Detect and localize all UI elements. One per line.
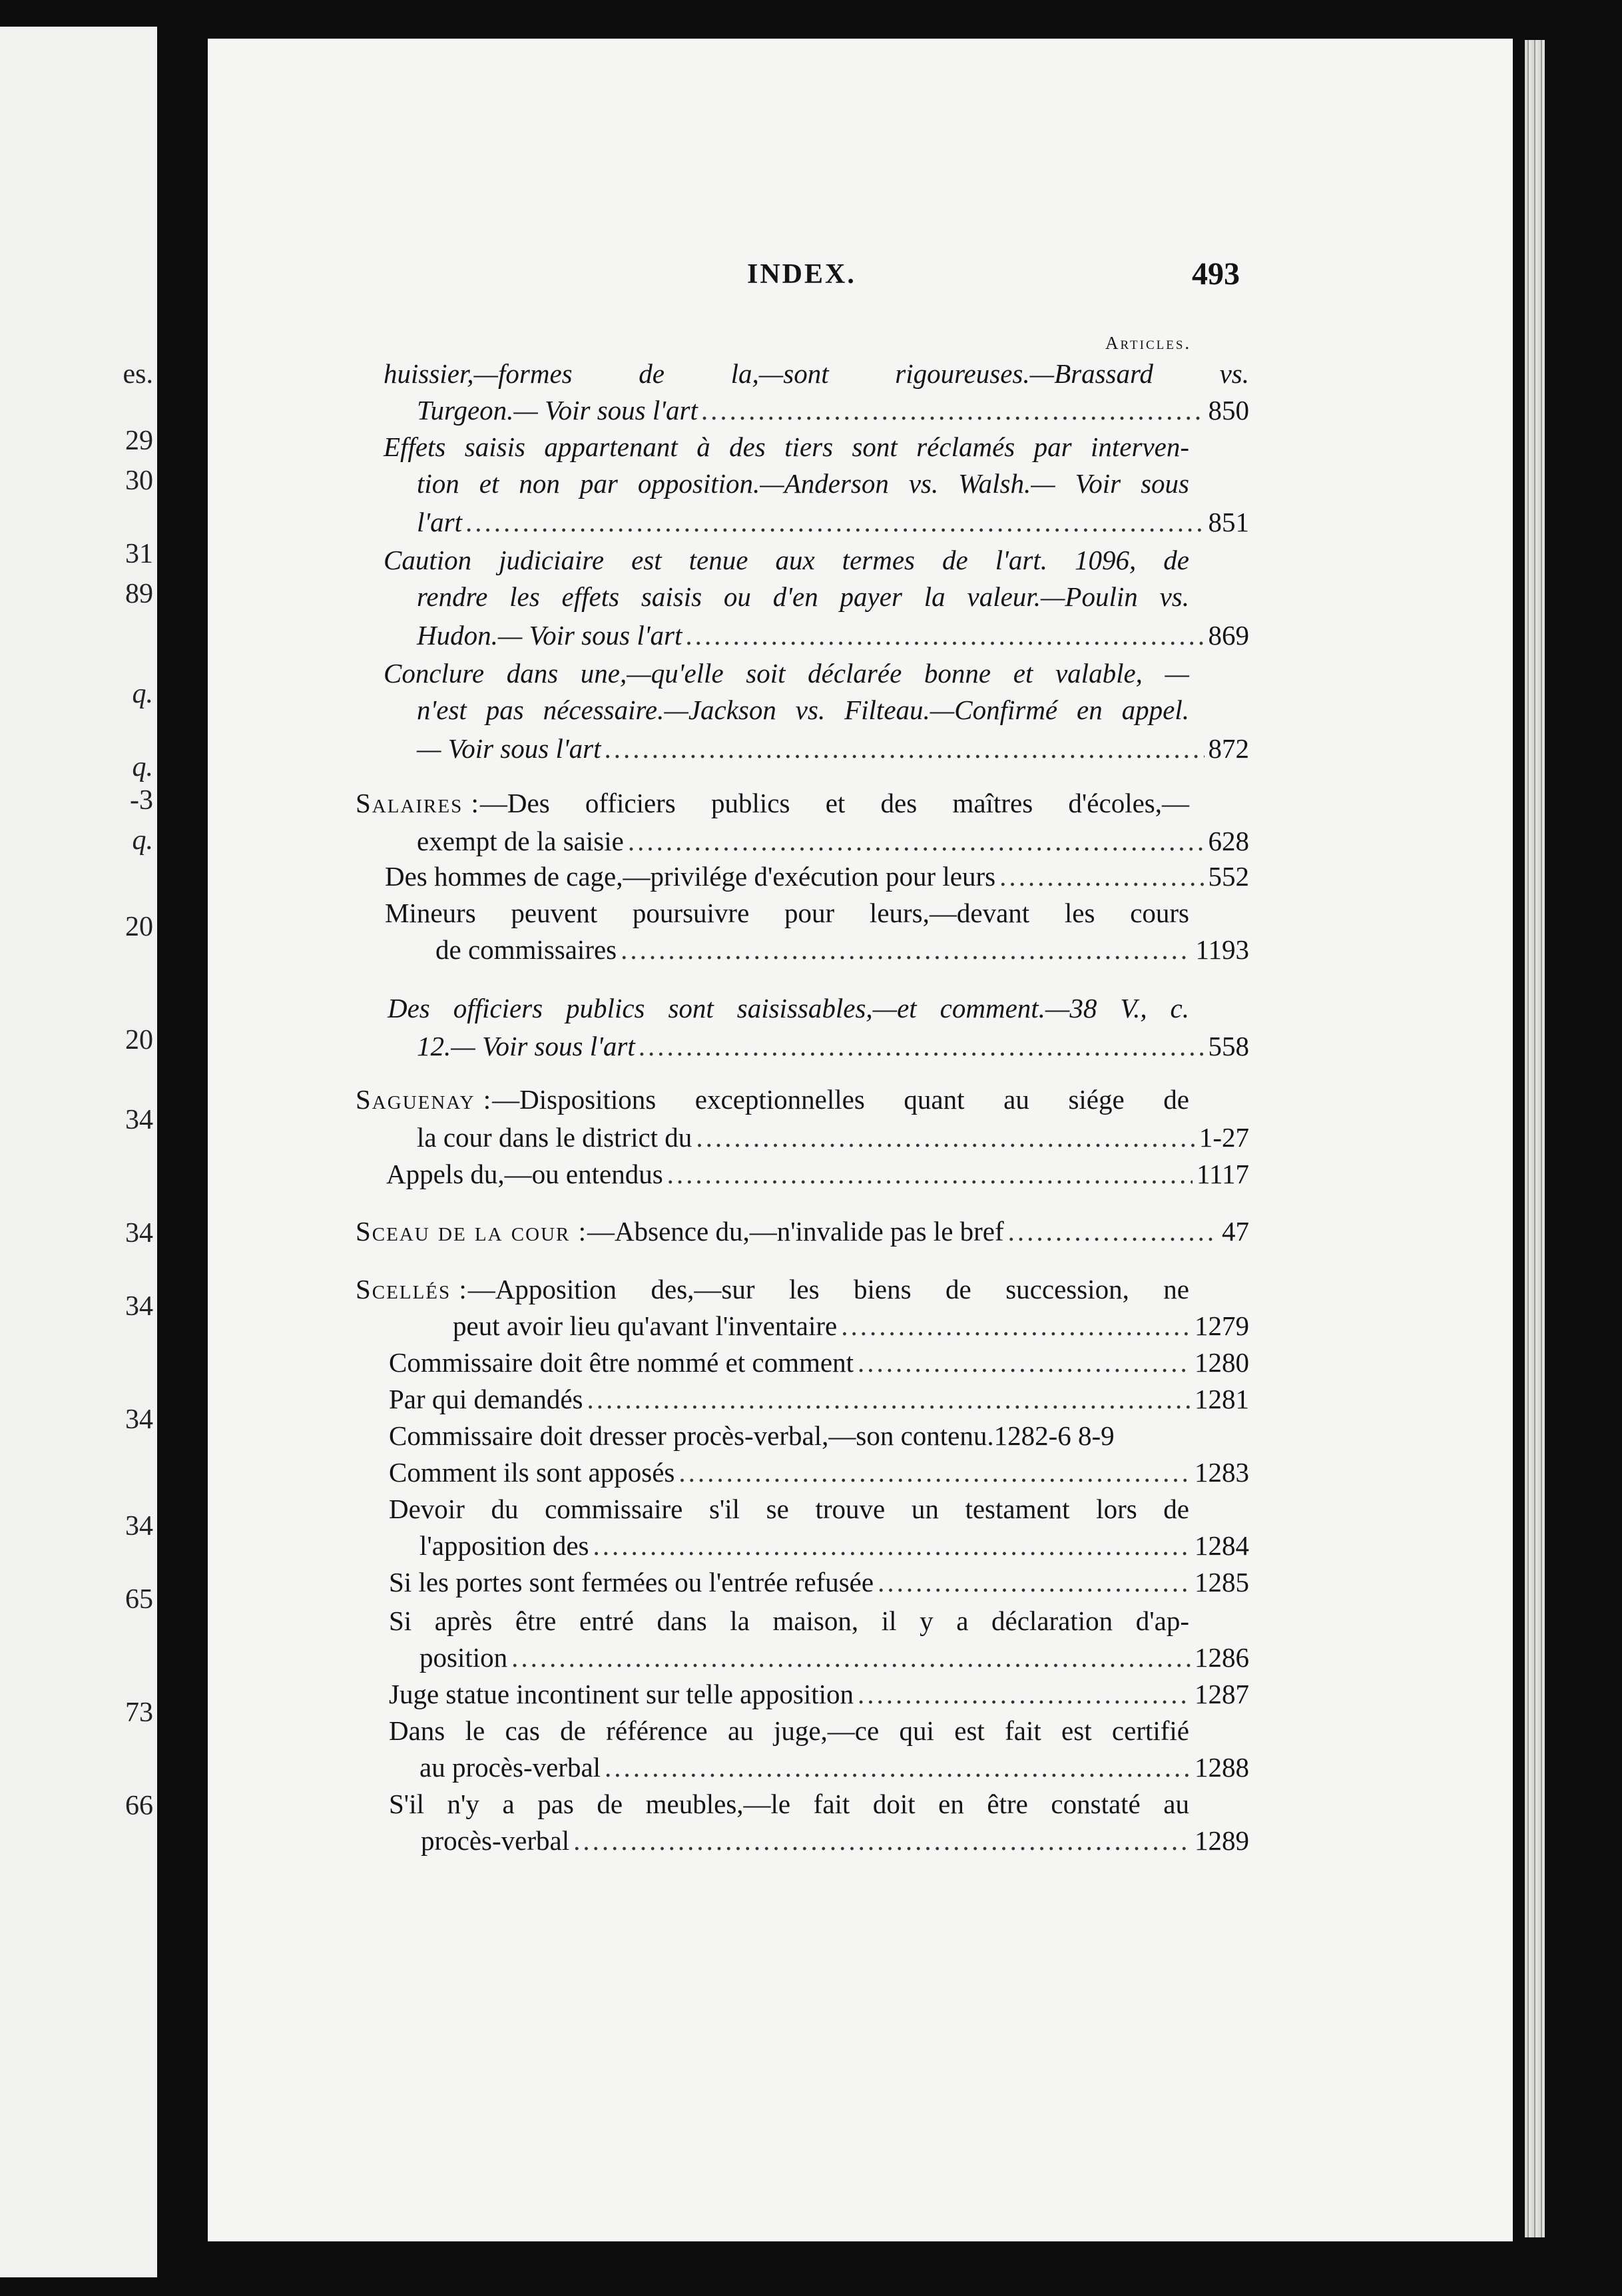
left-fragment: 20	[125, 1025, 153, 1055]
left-fragment: 65	[125, 1584, 153, 1615]
page-number: 493	[1192, 256, 1240, 292]
index-line: Mineurs peuvent poursuivre pour leurs,—devant les cours	[385, 898, 1189, 928]
index-entry-salaires: Salaires : —Des officiers publics et des maîtres d'écoles,—	[356, 786, 1189, 820]
left-fragment: 34	[125, 1218, 153, 1249]
left-fragment: 30	[125, 465, 153, 496]
article-number: 558	[1208, 1031, 1249, 1061]
index-entry-scelles: Scellés : —Apposition des,—sur les biens de succession, ne	[356, 1272, 1189, 1306]
article-number: 1193	[1195, 934, 1249, 965]
index-line: Par qui demandés ..... 1281	[389, 1382, 1249, 1416]
article-number: 1-27	[1199, 1122, 1249, 1153]
article-number: 628	[1208, 826, 1249, 856]
index-line: Juge statue incontinent sur telle apposition ..... 1287	[389, 1677, 1249, 1711]
entry-heading: Salaires :	[356, 788, 480, 818]
index-line: tion et non par opposition.—Anderson vs. Walsh.— Voir sous	[417, 468, 1189, 499]
left-fragment: 20	[125, 912, 153, 942]
article-number: 850	[1208, 395, 1249, 426]
index-line: Devoir du commissaire s'il se trouve un testament lors de	[389, 1494, 1189, 1524]
index-entry-saguenay: Saguenay : —Dispositions exceptionnelles quant au siége de	[356, 1082, 1189, 1117]
index-line: procès-verbal ..... 1289	[421, 1823, 1249, 1858]
index-line: Comment ils sont apposés ..... 1283	[389, 1455, 1249, 1490]
left-fragment: 89	[125, 579, 153, 609]
index-line: — Voir sous l'art ..... 872	[417, 731, 1249, 766]
index-line: Des hommes de cage,—privilége d'exécution pour leurs ..... 552	[385, 859, 1249, 894]
index-line: Conclure dans une,—qu'elle soit déclarée bonne et valable, —	[384, 658, 1189, 689]
entry-heading: Scellés :	[356, 1274, 468, 1304]
index-line: Commissaire doit être nommé et comment ..... 1280	[389, 1345, 1249, 1380]
left-fragment: 73	[125, 1697, 153, 1728]
index-line: au procès-verbal ..... 1288	[419, 1750, 1249, 1785]
index-line: Commissaire doit dresser procès-verbal,—son contenu. 1282-6 8-9	[389, 1418, 1249, 1453]
index-line: Appels du,—ou entendus ..... 1117	[386, 1157, 1249, 1191]
article-number: 1280	[1195, 1347, 1249, 1378]
left-fragment: es.	[123, 359, 153, 390]
article-number: 1117	[1197, 1159, 1249, 1189]
article-number: 1288	[1195, 1752, 1249, 1783]
left-fragment: 34	[125, 1105, 153, 1135]
index-line: peut avoir lieu qu'avant l'inventaire ..... 1279	[453, 1308, 1249, 1343]
index-line: S'il n'y a pas de meubles,—le fait doit en être constaté au	[389, 1789, 1189, 1819]
article-number: 1281	[1195, 1384, 1249, 1414]
index-line: Dans le cas de référence au juge,—ce qui est fait est certifié	[389, 1715, 1189, 1746]
article-number: 1286	[1195, 1642, 1249, 1673]
left-fragment: 31	[125, 539, 153, 569]
left-fragment: 29	[125, 426, 153, 456]
left-fragment: -3	[130, 785, 153, 816]
article-number: 1289	[1195, 1825, 1249, 1856]
index-line: de commissaires ..... 1193	[435, 932, 1249, 967]
index-line: la cour dans le district du ..... 1-27	[417, 1120, 1249, 1155]
index-line: huissier,—formes de la,—sont rigoureuses.—Brassard vs.	[384, 358, 1249, 389]
index-line: position ..... 1286	[419, 1640, 1249, 1675]
left-fragment: 34	[125, 1404, 153, 1435]
left-fragment: q.	[132, 825, 153, 856]
left-fragment: q.	[132, 679, 153, 709]
article-number: 1285	[1195, 1567, 1249, 1597]
left-fragment: q.	[132, 752, 153, 782]
index-line: Si les portes sont fermées ou l'entrée refusée ..... 1285	[389, 1565, 1249, 1599]
running-title: INDEX.	[747, 259, 856, 290]
index-line: l'art ..... 851	[417, 505, 1249, 539]
index-entry-sceau: Sceau de la cour : —Absence du,—n'invalide pas le bref ..... 47	[356, 1214, 1249, 1249]
index-line: Hudon.— Voir sous l'art ..... 869	[417, 618, 1249, 653]
article-number: 869	[1208, 620, 1249, 651]
article-number: 552	[1208, 861, 1249, 892]
article-number: 47	[1222, 1216, 1249, 1247]
article-number: 1284	[1195, 1530, 1249, 1561]
left-facing-page	[0, 27, 157, 2277]
entry-heading: Sceau de la cour :	[356, 1216, 588, 1247]
index-line: exempt de la saisie ..... 628	[417, 824, 1249, 858]
index-line: Turgeon.— Voir sous l'art ..... 850	[417, 393, 1249, 428]
page-edge	[1525, 40, 1545, 2237]
article-number: 1282-6 8-9	[993, 1420, 1115, 1451]
article-number: 872	[1208, 733, 1249, 764]
index-line: l'apposition des ..... 1284	[419, 1528, 1249, 1563]
article-number: 1279	[1195, 1310, 1249, 1341]
index-line: Effets saisis appartenant à des tiers sont réclamés par interven-	[384, 431, 1189, 462]
article-number: 851	[1208, 507, 1249, 537]
index-line: 12.— Voir sous l'art ..... 558	[417, 1029, 1249, 1063]
entry-heading: Saguenay :	[356, 1084, 493, 1115]
left-fragment: 34	[125, 1511, 153, 1542]
index-line: Caution judiciaire est tenue aux termes de l'art. 1096, de	[384, 545, 1189, 575]
left-fragment: 66	[125, 1791, 153, 1821]
index-line: n'est pas nécessaire.—Jackson vs. Filteau.—Confirmé en appel.	[417, 695, 1189, 725]
index-line: Des officiers publics sont saisissables,—et comment.—38 V., c.	[388, 993, 1189, 1023]
index-line: Si après être entré dans la maison, il y a déclaration d'ap-	[389, 1605, 1189, 1636]
article-number: 1283	[1195, 1457, 1249, 1488]
index-line: rendre les effets saisis ou d'en payer la valeur.—Poulin vs.	[417, 581, 1189, 612]
article-number: 1287	[1195, 1679, 1249, 1709]
left-fragment: 34	[125, 1291, 153, 1322]
column-heading: Articles.	[1105, 333, 1192, 353]
